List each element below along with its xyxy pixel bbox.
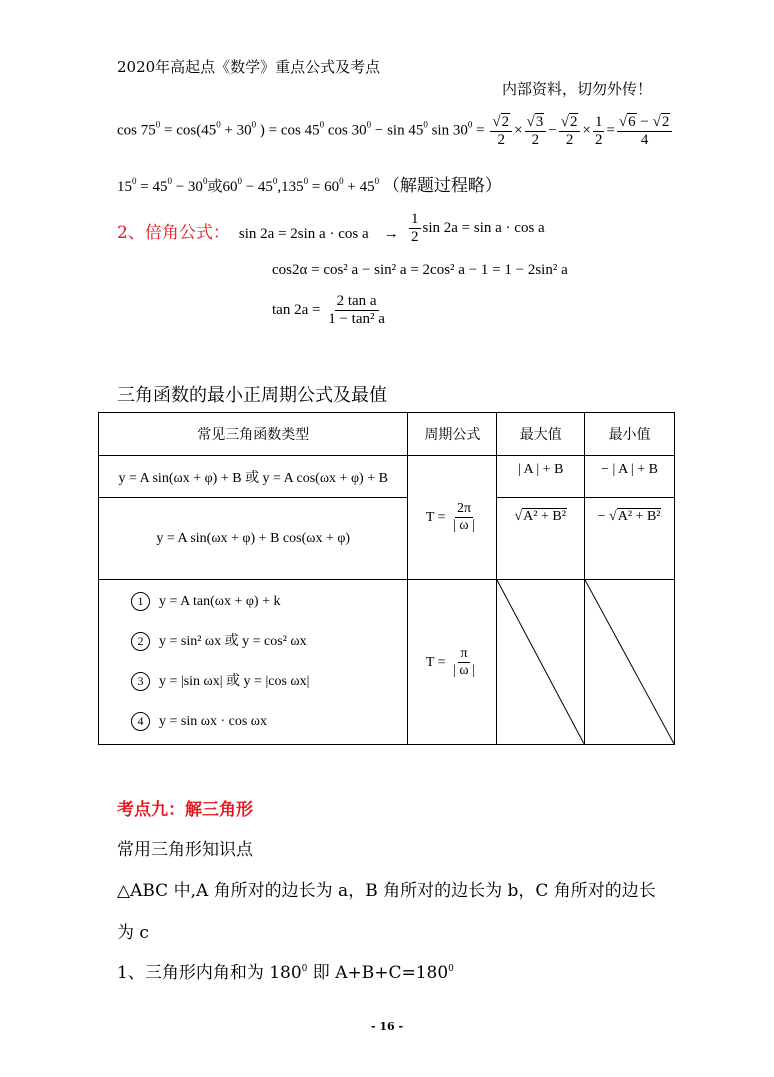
page-number: - 16 -	[370, 1020, 404, 1033]
period-cell-1: T = $\frac{2\pi}{| \omega |}$	[408, 456, 497, 580]
confidential-notice: 内部资料，切勿外传！	[502, 80, 653, 98]
period-cell-2: T = $\frac{\pi}{| \omega |}$	[408, 580, 497, 745]
header-type: 常见三角函数类型	[99, 413, 408, 456]
table-title: 三角函数的最小正周期公式及最值	[117, 385, 387, 406]
row1-type: y = A sin(ωx + φ) + B 或 y = A cos(ωx + φ) + B	[99, 456, 408, 498]
list-item: 3 y = |sin ωx| 或 y = |cos ωx|	[131, 662, 407, 702]
sin2a-formula: sin 2a = 2sin a · cos a	[238, 226, 369, 242]
angle-decomposition: $15^0 = 45^0 - 30^0$或$60^0 - 45^0,135^0 = 60^0 + 45^0$ （解题过程略）	[117, 176, 502, 195]
row3-max-empty	[497, 580, 585, 745]
cos2a-formula: cos2α = cos² a − sin² a = 2cos² a − 1 = 1 − 2sin² a	[272, 262, 568, 278]
diagonal-slash	[585, 580, 674, 744]
sin2a-half-formula: $\frac{1}{2}$ sin 2a = sin a · cos a	[411, 211, 545, 246]
row2-type: y = A sin(ωx + φ) + B cos(ωx + φ)	[99, 498, 408, 580]
list-item: 4 y = sin ωx · cos ωx	[131, 702, 407, 742]
section9-line3: 1、三角形内角和为 $180^0$ 即 $A+B+C=180^0$	[117, 963, 454, 983]
header-min: 最小值	[585, 413, 675, 456]
row2-max: √A² + B²	[497, 498, 585, 580]
row3-types	[99, 580, 408, 745]
section9-line2: 为 c	[117, 923, 149, 943]
page-header: 2020年高起点《数学》重点公式及考点	[117, 58, 381, 76]
header-period: 周期公式	[408, 413, 497, 456]
trig-period-table	[98, 412, 675, 745]
double-angle-row	[117, 218, 409, 243]
diagonal-slash	[497, 580, 584, 744]
double-angle-label: 2、倍角公式：	[117, 223, 230, 243]
section9-line1: △ABC 中,A 角所对的边长为 a，B 角所对的边长为 b，C 角所对的边长	[117, 881, 656, 901]
cos75-formula: $\cos 75^0 = \cos(45^0 + 30^0$ ) = $\cos 45^0$ $\cos 30^0 - \sin 45^0$ $\sin 30^0$ = $\frac{√2}{2}$ × $\frac{√3}{2}$ − $\frac{√2}{2}$ × $\frac{1}{2}$ = $\frac{√6 - √2}{4}$	[117, 113, 674, 150]
arrow-icon: →	[383, 226, 399, 242]
row1-max: | A | + B	[497, 456, 585, 498]
list-item: 2 y = sin² ωx 或 y = cos² ωx	[131, 622, 407, 662]
section9-heading: 考点九：解三角形	[117, 800, 253, 820]
tan2a-formula: tan 2a = $\frac{\text{2 tan a}}{\text{1 − tan² a}}$	[272, 293, 385, 328]
header-max: 最大值	[497, 413, 585, 456]
list-item: 1 y = A tan(ωx + φ) + k	[131, 582, 407, 622]
row3-min-empty	[585, 580, 675, 745]
row1-min: − | A | + B	[585, 456, 675, 498]
row2-min: − √A² + B²	[585, 498, 675, 580]
section9-subheading: 常用三角形知识点	[117, 840, 253, 860]
